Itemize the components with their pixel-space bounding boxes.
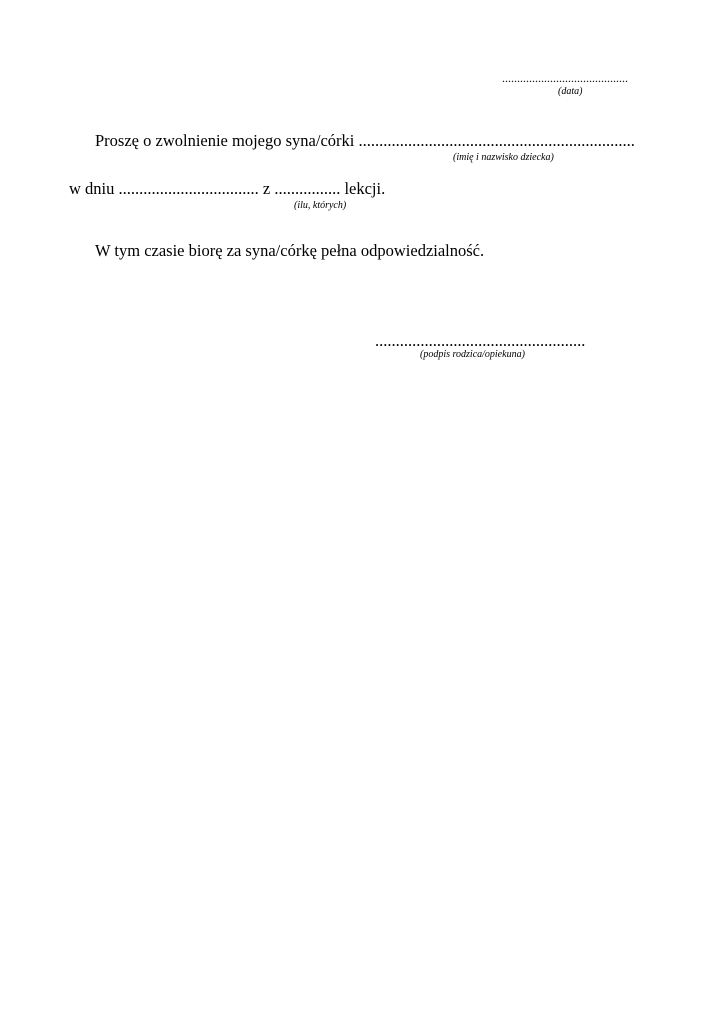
date-field-line: .......................................... <box>502 71 628 85</box>
signature-caption: (podpis rodzica/opiekuna) <box>420 349 525 360</box>
child-name-caption: (imię i nazwisko dziecka) <box>453 152 554 163</box>
lessons-caption: (ilu, których) <box>294 200 347 211</box>
date-caption: (data) <box>558 86 583 97</box>
date-lessons-sentence: w dniu .................................. z ................ lekcji. <box>69 179 386 198</box>
responsibility-sentence: W tym czasie biorę za syna/córkę pełna odpowiedzialność. <box>95 241 485 260</box>
signature-line: ................................................... <box>375 331 586 350</box>
request-sentence: Proszę o zwolnienie mojego syna/córki ................................................................... <box>95 131 635 150</box>
